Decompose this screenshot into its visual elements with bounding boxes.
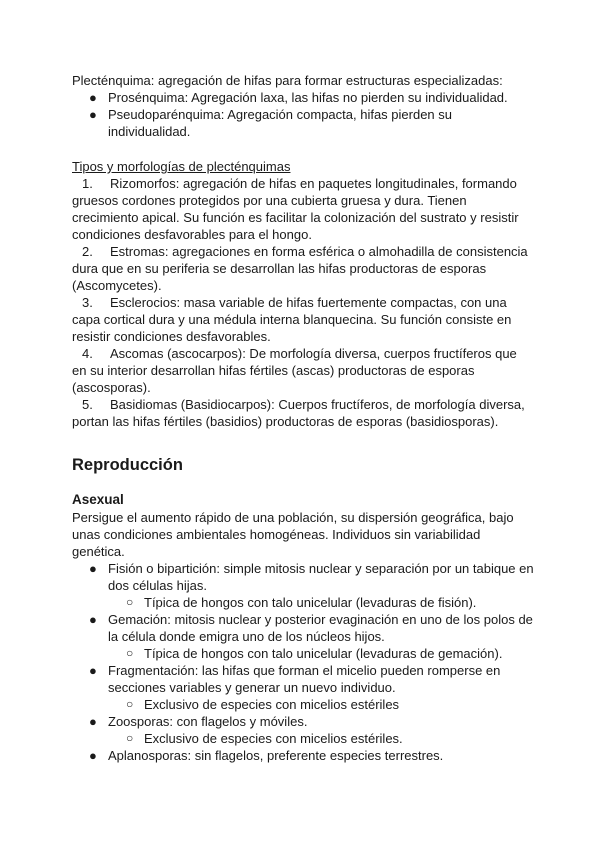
numbered-item	[72, 243, 534, 294]
sub-list-item	[72, 696, 534, 713]
sub-list-item-text: Típica de hongos con talo unicelular (levaduras de fisión).	[144, 595, 477, 610]
list-item-text: Prosénquima: Agregación laxa, las hifas no pierden su individualidad.	[108, 90, 508, 105]
item-text: Esclerocios: masa variable de hifas fuertemente compactas, con una capa cortical dura y una médula interna blanquecina. Su función consiste en resistir condiciones desfavorables.	[72, 295, 512, 344]
sub-list-item	[72, 645, 534, 662]
sub-list-item	[72, 594, 534, 611]
list-item	[72, 747, 534, 764]
item-text: Basidiomas (Basidiocarpos): Cuerpos fructíferos, de morfología diversa, portan las hifas fértiles (basidios) productoras de esporas (basidiosporas).	[72, 397, 525, 429]
asexual-heading: Asexual	[72, 492, 124, 507]
tipos-heading: Tipos y morfologías de plecténquimas	[72, 159, 291, 174]
sub-list-item	[72, 730, 534, 747]
bullet-icon: ●	[89, 107, 97, 122]
sub-list-item-text: Exclusivo de especies con micelios estériles.	[144, 731, 403, 746]
intro-section	[72, 72, 534, 140]
list-item-text: Fisión o bipartición: simple mitosis nuclear y separación por un tabique en dos células hijas.	[108, 561, 534, 593]
sub-list-item-text: Típica de hongos con talo unicelular (levaduras de gemación).	[144, 646, 503, 661]
list-item-text: Zoosporas: con flagelos y móviles.	[108, 714, 308, 729]
list-item-text: Fragmentación: las hifas que forman el micelio pueden romperse en secciones variables y generar un nuevo individuo.	[108, 663, 501, 695]
item-number: 3.	[82, 295, 93, 310]
numbered-item	[72, 345, 534, 396]
item-number: 2.	[82, 244, 93, 259]
bullet-icon: ●	[89, 714, 97, 729]
intro-line: Plecténquima: agregación de hifas para formar estructuras especializadas:	[72, 73, 503, 88]
hollow-bullet-icon: ○	[126, 697, 134, 711]
list-item-text: Pseudoparénquima: Agregación compacta, hifas pierden su individualidad.	[108, 107, 452, 139]
numbered-item	[72, 294, 534, 345]
item-text: Estromas: agregaciones en forma esférica o almohadilla de consistencia dura que en su periferia se desarrollan las hifas productoras de esporas (Ascomycetes).	[72, 244, 528, 293]
item-text: Ascomas (ascocarpos): De morfología diversa, cuerpos fructíferos que en su interior desarrollan hifas fértiles (ascas) productoras de esporas (ascosporas).	[72, 346, 517, 395]
asexual-section	[72, 491, 534, 764]
item-number: 4.	[82, 346, 93, 361]
tipos-section	[72, 158, 534, 430]
list-item	[72, 611, 534, 645]
list-item	[72, 89, 534, 106]
item-number: 1.	[82, 176, 93, 191]
list-item	[72, 106, 534, 140]
bullet-icon: ●	[89, 748, 97, 763]
hollow-bullet-icon: ○	[126, 595, 134, 609]
item-text: Rizomorfos: agregación de hifas en paquetes longitudinales, formando gruesos cordones protegidos por una cubierta gruesa y dura. Tienen crecimiento apical. Su función es facilitar la colonización del sustrato y resistir condiciones desfavorables para el hongo.	[72, 176, 519, 242]
list-item	[72, 713, 534, 730]
bullet-icon: ●	[89, 663, 97, 678]
reproduccion-section	[72, 455, 534, 475]
reproduccion-heading: Reproducción	[72, 456, 183, 474]
bullet-icon: ●	[89, 90, 97, 105]
list-item	[72, 560, 534, 594]
hollow-bullet-icon: ○	[126, 646, 134, 660]
bullet-icon: ●	[89, 612, 97, 627]
numbered-item	[72, 175, 534, 243]
numbered-item	[72, 396, 534, 430]
list-item	[72, 662, 534, 696]
asexual-paragraph: Persigue el aumento rápido de una población, su dispersión geográfica, bajo unas condiciones ambientales homogéneas. Individuos sin variabilidad genética.	[72, 510, 514, 559]
item-number: 5.	[82, 397, 93, 412]
list-item-text: Aplanosporas: sin flagelos, preferente especies terrestres.	[108, 748, 444, 763]
bullet-icon: ●	[89, 561, 97, 576]
list-item-text: Gemación: mitosis nuclear y posterior evaginación en uno de los polos de la célula donde emigra uno de los núcleos hijos.	[108, 612, 533, 644]
hollow-bullet-icon: ○	[126, 731, 134, 745]
sub-list-item-text: Exclusivo de especies con micelios estériles	[144, 697, 400, 712]
